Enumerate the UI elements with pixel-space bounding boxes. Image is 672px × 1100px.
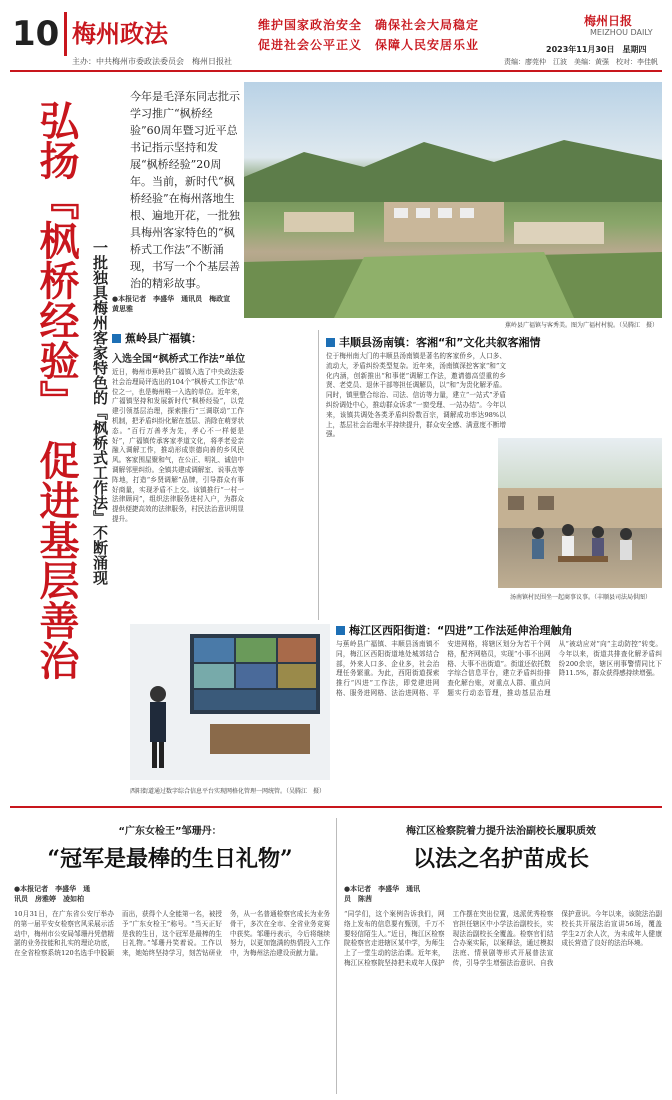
- sec4-kicker: “广东女检王”邹珊丹：: [118, 826, 222, 837]
- page-number: 10: [12, 14, 60, 54]
- sponsor-line: 主办：中共梅州市委政法委员会 梅州日报社: [72, 57, 232, 66]
- sec5-byline: ●本记者 李盛华 通讯员 陈茜: [344, 885, 421, 903]
- sec4-body: 10月31日，在广东省公安厅举办的第一届平安女检察官风采展示活动中，梅州市公安局邹珊丹凭借精湛的业务技能和扎实的理论功底，在全省检察系统120名选手中脱颖而出，获得个人全能第一名，被授予“广东女检王”称号。“当天正好是我的生日，这个冠军是最棒的生日礼物。”邹珊丹笑着说。工作以来，她始终坚持学习，刻苦钻研业务，从一名普通检察官成长为业务骨干，多次在全市、全省业务竞赛中获奖。邹珊丹表示，今后将继续努力，以更加饱满的热情投入工作中，为梅州法治建设贡献力量。: [14, 910, 330, 958]
- section-marker-icon: [326, 338, 335, 347]
- section-rule: [10, 806, 662, 808]
- digital-platform-photo: [130, 624, 330, 780]
- sec4-byline: ●本报记者 李盛华 通讯员 房雅婷 凌如柏: [14, 885, 91, 903]
- sec3-heading: [336, 622, 572, 638]
- column-divider: [318, 330, 319, 620]
- section-title: 梅州政法: [72, 19, 168, 48]
- header-accent-bar: [64, 12, 67, 56]
- main-headline: 弘扬『枫桥经验』 促进基层善治: [33, 100, 80, 680]
- photo2-caption: 汤南镇村民围坐一起商事议事。（丰顺县司法局供图）: [510, 594, 652, 601]
- main-byline: ●本报记者 李盛华 通讯员 梅政宣 黄思雅: [112, 295, 238, 313]
- newspaper-logo-en: MEIZHOU DAILY: [590, 28, 653, 37]
- sec5-headline: 以法之名护苗成长: [412, 846, 589, 872]
- meeting-illustration: [498, 438, 662, 588]
- column-divider: [336, 818, 337, 1094]
- sec2-heading: [326, 334, 540, 350]
- main-subtitle: 一批独具梅州客家特色的『枫桥式工作法』不断涌现: [91, 240, 109, 585]
- newspaper-logo: 梅州日报: [584, 14, 633, 28]
- sec3-body: 与蕉岭县广福镇、丰顺县汤南镇不同，梅江区西阳街道地处城郊结合部，外来人口多、企业多，社会治理任务繁重。为此，西阳街道探索推行“四进”工作法，即党建进网格、服务进网格、法治进网格、平安进网格，将辖区划分为若干个网格，配齐网格员，实现“小事不出网格、大事不出街道”。街道还依托数字综合信息平台，建立矛盾纠纷排查化解台账，对重点人群、重点问题实行动态管理，推动基层治理从“被动应对”向“主动防控”转变。今年以来，街道共排查化解矛盾纠纷200余宗，辖区刑事警情同比下降11.5%，群众获得感持续增强。: [336, 640, 662, 697]
- sec3-heading-text: 梅江区西阳街道：“四进”工作法延伸治理触角: [349, 624, 573, 637]
- section-marker-icon: [112, 334, 121, 343]
- issue-date: 2023年11月30日 星期四: [546, 45, 647, 54]
- sec1-subheading: 入选全国“枫桥式工作法”单位: [112, 354, 246, 365]
- sec1-body: 近日，梅州市蕉岭县广福镇入选了中央政法委社会治理局评选出的104个“枫桥式工作法”单位之一，也是梅州唯一入选的单位。近年来，广福镇坚持和发展新时代“枫桥经验”，以党建引领基层治理，探索推行“三调联动”工作机制，把矛盾纠纷化解在基层、消除在萌芽状态。“百行万善孝为先，孝心不一样便是好”，广福镇传承客家孝道文化，将孝老爱亲融入调解工作，推动形成崇德向善的乡风民风。客家围屋聚和气，在公正、明礼、诚信中调解邻里纠纷。全镇共建成调解室、说事点等阵地，打造“乡贤调解”品牌，引导群众有事好商量，实现矛盾不上交。该镇推行“一村一法律顾问”，组织法律服务进村入户，为群众提供便捷高效的法律服务，村民法治意识明显提升。: [112, 368, 244, 523]
- sec2-body: 位于梅州南大门的丰顺县汤南镇是著名的客家侨乡，人口多、流动大，矛盾纠纷类型复杂。近年来，汤南镇深挖客家“和”文化内涵，创新推出“和事佬”调解工作法，邀请德高望重的乡贤、老党员、退休干部等担任调解员，以“和”为贵化解矛盾。同时，镇里整合综治、司法、信访等力量，建立“一站式”矛盾纠纷调处中心，推动群众诉求“一窗受理、一站办结”。今年以来，该镇共调处各类矛盾纠纷数百宗，调解成功率达98%以上，基层社会治理水平持续提升，群众安全感、满意度不断增强。: [326, 352, 506, 439]
- section-marker-icon: [336, 626, 345, 635]
- photo1-caption: 蕉岭县广福镇与客秀美。图为广福村村貌。（吴腾江 摄）: [504, 322, 658, 329]
- photo3-caption: 西阳街道通过数字综合信息平台实现网格化管理一网统管。（吴腾江 摄）: [130, 788, 326, 795]
- village-landscape-photo: [244, 82, 662, 329]
- slogan-line-2: 促进社会公平正义 保障人民安居乐业: [258, 38, 480, 52]
- sec5-kicker: 梅江区检察院着力提升法治副校长履职质效: [406, 826, 596, 837]
- sec1-heading: [112, 330, 202, 346]
- control-room-illustration: [130, 624, 330, 780]
- sec1-body-col2: [250, 368, 316, 610]
- page-header: [0, 0, 672, 72]
- intro-paragraph: 今年是毛泽东同志批示学习推广“枫桥经验”60周年暨习近平总书记指示坚持和发展“枫桥经验”20周年。当前，新时代“枫桥经验”在梅州落地生根、遍地开花，一批独具梅州客家特色的“枫桥式工作法”不断涌现，书写一个个基层善治的精彩故事。: [130, 90, 240, 290]
- sec1-heading-text: 蕉岭县广福镇：: [125, 332, 202, 345]
- slogan-line-1: 维护国家政治安全 确保社会大局稳定: [258, 18, 480, 32]
- villagers-meeting-photo: [498, 438, 662, 588]
- sec2-body-col2: [512, 352, 662, 432]
- header-rule: [10, 70, 662, 72]
- village-photo-illustration: [244, 82, 662, 318]
- editors-line: 责编：廖莞仲 江波 美编：黄强 校对：李佳帆: [504, 58, 658, 66]
- sec2-heading-text: 丰顺县汤南镇：客湘“和”文化共叙客湘情: [339, 336, 541, 349]
- sec5-body: “同学们，这个案例告诉我们，网络上发布的信息要有甄别，千万不要轻信陌生人。”近日，梅江区检察院检察官走进辖区某中学，为师生上了一堂生动的法治课。近年来，梅江区检察院坚持把未成年人保护工作摆在突出位置，选派优秀检察官担任辖区中小学法治副校长，实现法治副校长全覆盖。检察官们结合办案实际，以案释法，通过模拟法庭、情景剧等形式开展普法宣传，引导学生增强法治意识、自我保护意识。今年以来，该院法治副校长共开展法治宣讲56场，覆盖学生2万余人次，为未成年人健康成长营造了良好的法治环境。: [344, 910, 662, 967]
- sec4-headline: “冠军是最棒的生日礼物”: [47, 846, 293, 872]
